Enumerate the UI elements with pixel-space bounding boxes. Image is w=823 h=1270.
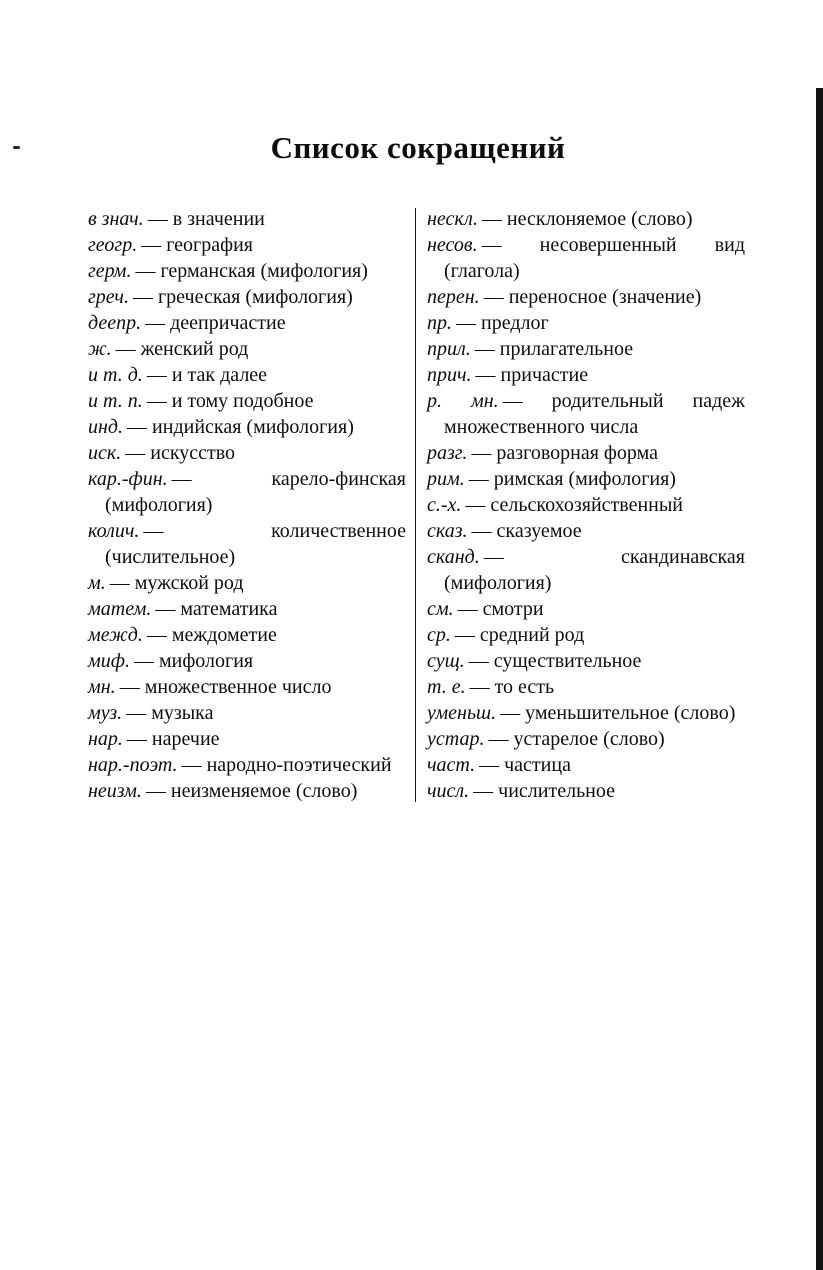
abbreviation-entry [88,206,406,232]
abbreviation-entry [88,778,406,804]
abbreviation-entry [88,518,406,570]
abbreviation-meaning: — несовершенный вид (глагола) [444,234,745,282]
abbreviation-term: прич. [427,364,472,386]
abbreviation-term: устар. [427,728,485,750]
abbreviation-term: муз. [88,702,123,724]
abbreviation-meaning: — мифология [129,650,254,672]
abbreviation-term: греч. [88,286,129,308]
abbreviation-meaning: — разговорная форма [467,442,658,464]
abbreviation-term: см. [427,598,454,620]
abbreviation-meaning: — неизменяемое (слово) [141,780,358,802]
abbreviation-entry [88,726,406,752]
abbreviation-meaning: — женский род [111,338,249,360]
abbreviation-entry [427,544,745,596]
abbreviation-term: с.-х. [427,494,462,516]
abbreviation-meaning: — средний род [450,624,585,646]
abbreviation-term: кар.-фин. [88,468,168,490]
abbreviation-meaning: — междометие [142,624,277,646]
abbreviation-entry [88,570,406,596]
abbreviation-entry [88,752,406,778]
abbreviation-term: неизм. [88,780,142,802]
abbreviation-term: м. [88,572,106,594]
abbreviation-entry [427,752,745,778]
abbreviation-entry [427,388,745,440]
abbreviation-entry [88,596,406,622]
column-divider [415,208,416,802]
abbreviation-meaning: — сказуемое [467,520,582,542]
abbreviation-meaning: — прилагательное [470,338,634,360]
abbreviation-meaning: — мужской род [105,572,244,594]
abbreviation-entry [427,622,745,648]
abbreviation-meaning: — количественное (числительное) [105,520,406,568]
abbreviation-meaning: — и тому подобное [142,390,314,412]
abbreviation-term: пр. [427,312,452,334]
abbreviation-entry [427,440,745,466]
page-title: Список сокращений [270,130,566,165]
abbreviation-entry [88,622,406,648]
abbreviation-entry [427,518,745,544]
abbreviation-meaning: — скандинавская (мифология) [444,546,745,594]
abbreviation-meaning: — уменьшительное (слово) [496,702,736,724]
abbreviation-meaning: — устарелое (слово) [484,728,665,750]
abbreviation-term: рим. [427,468,465,490]
abbreviation-meaning: — математика [151,598,278,620]
scan-speck-artifact [13,146,20,149]
abbreviation-entry [88,336,406,362]
abbreviation-entry [88,258,406,284]
abbreviation-meaning: — география [137,234,253,256]
abbreviation-term: сказ. [427,520,468,542]
abbreviation-term: част. [427,754,476,776]
abbreviation-entry [427,466,745,492]
abbreviation-term: прил. [427,338,471,360]
abbreviation-entry [427,778,745,804]
abbreviation-entry [88,674,406,700]
abbreviation-entry [427,596,745,622]
abbreviation-meaning: — германская (мифология) [131,260,368,282]
abbreviation-meaning: — множественное число [115,676,332,698]
abbreviation-meaning: — в значении [143,208,265,230]
abbreviation-meaning: — греческая (мифология) [128,286,353,308]
abbreviation-term: ср. [427,624,451,646]
abbreviation-meaning: — причастие [471,364,589,386]
abbreviation-term: колич. [88,520,140,542]
abbreviation-meaning: — предлог [452,312,549,334]
abbreviation-meaning: — существительное [464,650,642,672]
abbreviation-term: числ. [427,780,470,802]
abbreviation-entry [427,700,745,726]
abbreviation-term: нар. [88,728,123,750]
abbreviation-entry [88,414,406,440]
abbreviation-term: мн. [88,676,116,698]
abbreviation-term: разг. [427,442,468,464]
abbreviation-entry [88,440,406,466]
abbreviation-entry [427,362,745,388]
abbreviation-term: нескл. [427,208,478,230]
abbreviation-term: р. мн. [427,390,499,412]
abbreviation-entry [427,492,745,518]
abbreviation-term: межд. [88,624,143,646]
abbreviation-term: матем. [88,598,152,620]
abbreviation-term: сущ. [427,650,465,672]
abbreviation-term: несов. [427,234,478,256]
abbreviation-meaning: — римская (мифология) [464,468,676,490]
abbreviation-meaning: — несклоняемое (слово) [477,208,693,230]
abbreviation-entry [427,284,745,310]
abbreviation-meaning: — сельскохозяйственный [461,494,684,516]
abbreviation-term: деепр. [88,312,142,334]
right-column [427,206,745,804]
abbreviation-entry [427,310,745,336]
abbreviation-term: т. е. [427,676,466,698]
abbreviation-term: и т. д. [88,364,143,386]
abbreviation-meaning: — карело-финская (мифология) [105,468,406,516]
abbreviation-meaning: — деепричастие [141,312,286,334]
abbreviation-meaning: — народно-поэтический [177,754,392,776]
abbreviation-term: в знач. [88,208,144,230]
abbreviation-entry [88,466,406,518]
abbreviation-meaning: — смотри [453,598,544,620]
abbreviation-entry [427,206,745,232]
abbreviation-meaning: — индийская (мифология) [123,416,354,438]
abbreviation-meaning: — искусство [121,442,236,464]
abbreviation-entry [427,336,745,362]
abbreviation-term: нар.-поэт. [88,754,178,776]
abbreviation-term: инд. [88,416,124,438]
abbreviation-term: перен. [427,286,480,308]
abbreviation-meaning: — числительное [469,780,616,802]
abbreviation-term: миф. [88,650,130,672]
abbreviation-entry [427,726,745,752]
abbreviation-term: иск. [88,442,122,464]
abbreviation-entry [427,232,745,284]
abbreviation-meaning: — наречие [122,728,220,750]
abbreviation-entry [427,648,745,674]
abbreviation-entry [88,700,406,726]
abbreviation-entry [88,284,406,310]
abbreviation-meaning: — родительный падеж множественного числа [444,390,745,438]
abbreviation-meaning: — переносное (значение) [479,286,702,308]
abbreviation-term: уменьш. [427,702,497,724]
abbreviation-list [88,206,751,804]
abbreviation-entry [88,388,406,414]
abbreviation-meaning: — частица [475,754,571,776]
abbreviation-entry [88,648,406,674]
abbreviation-entry [427,674,745,700]
abbreviation-meaning: — музыка [122,702,214,724]
abbreviation-term: геогр. [88,234,138,256]
abbreviation-meaning: — и так далее [142,364,268,386]
abbreviation-meaning: — то есть [465,676,555,698]
abbreviation-term: герм. [88,260,132,282]
abbreviation-entry [88,310,406,336]
abbreviation-term: и т. п. [88,390,143,412]
abbreviation-entry [88,232,406,258]
left-column [88,206,406,804]
scan-edge-artifact [816,88,823,1270]
abbreviation-term: ж. [88,338,112,360]
abbreviation-entry [88,362,406,388]
abbreviation-term: сканд. [427,546,480,568]
